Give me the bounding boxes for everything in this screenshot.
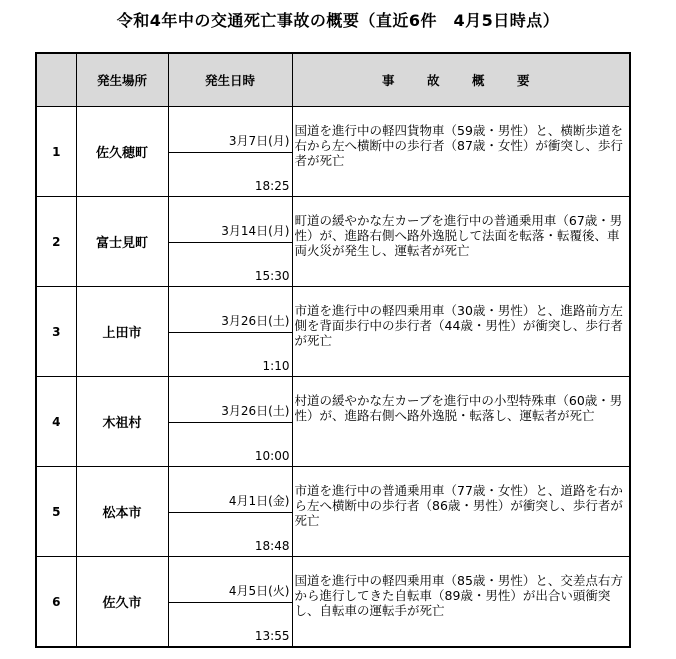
table-row [36,467,630,513]
row-summary: 国道を進行中の軽四貨物車（59歳・男性）と、横断歩道を右から左へ横断中の歩行者（87歳・女性）が衝突し、歩行者が死亡 [292,107,630,197]
fatal-accident-table [35,52,631,648]
row-time: 15:30 [168,243,292,287]
row-number: 5 [36,467,76,557]
row-time: 18:48 [168,513,292,557]
row-summary: 国道を進行中の軽四乗用車（85歳・男性）と、交差点右方から進行してきた自転車（89歳・男性）が出合い頭衝突し、自転車の運転手が死亡 [292,557,630,648]
table-row [36,107,630,153]
row-time: 13:55 [168,603,292,648]
row-time: 1:10 [168,333,292,377]
table-row [36,557,630,603]
header-datetime: 発生日時 [168,53,292,107]
row-number: 2 [36,197,76,287]
header-number [36,53,76,107]
table-row [36,197,630,243]
page-title: 令和4年中の交通死亡事故の概要（直近6件 4月5日時点） [116,11,560,30]
row-date: 4月1日(金) [168,467,292,513]
row-place: 木祖村 [76,377,168,467]
header-place: 発生場所 [76,53,168,107]
header-summary: 事 故 概 要 [292,53,630,107]
row-date: 3月14日(月) [168,197,292,243]
row-place: 佐久市 [76,557,168,648]
row-date: 3月26日(土) [168,287,292,333]
row-place: 佐久穂町 [76,107,168,197]
row-date: 3月26日(土) [168,377,292,423]
table-row [36,287,630,333]
row-summary: 町道の緩やかな左カーブを進行中の普通乗用車（67歳・男性）が、進路右側へ路外逸脱して法面を転落・転覆後、車両火災が発生し、運転者が死亡 [292,197,630,287]
row-date: 4月5日(火) [168,557,292,603]
row-summary: 市道を進行中の普通乗用車（77歳・女性）と、道路を右から左へ横断中の歩行者（86歳・男性）が衝突し、歩行者が死亡 [292,467,630,557]
row-place: 富士見町 [76,197,168,287]
row-time: 10:00 [168,423,292,467]
row-time: 18:25 [168,153,292,197]
row-place: 上田市 [76,287,168,377]
row-summary: 市道を進行中の軽四乗用車（30歳・男性）と、進路前方左側を背面歩行中の歩行者（44歳・男性）が衝突し、歩行者が死亡 [292,287,630,377]
row-number: 1 [36,107,76,197]
row-number: 4 [36,377,76,467]
row-summary: 村道の緩やかな左カーブを進行中の小型特殊車（60歳・男性）が、進路右側へ路外逸脱・転落し、運転者が死亡 [292,377,630,467]
row-date: 3月7日(月) [168,107,292,153]
row-number: 6 [36,557,76,648]
table-row [36,377,630,423]
row-number: 3 [36,287,76,377]
row-place: 松本市 [76,467,168,557]
header-row [36,53,630,107]
